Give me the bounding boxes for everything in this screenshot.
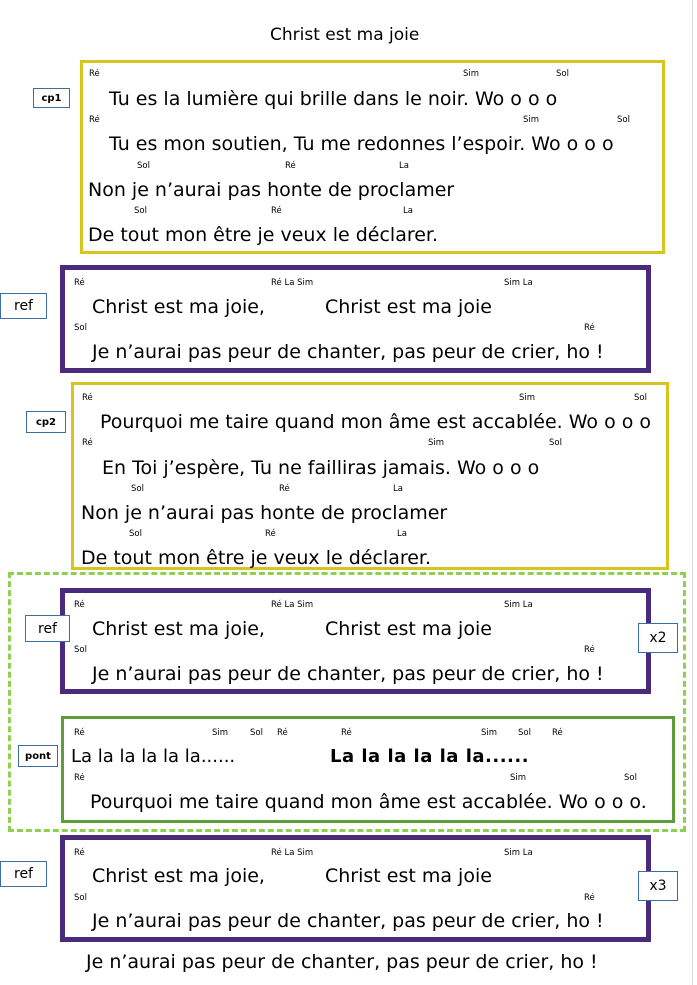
chord: Ré La Sim <box>271 848 314 858</box>
chord: Sol <box>129 529 142 539</box>
chord: Sol <box>74 645 87 655</box>
chord: Sol <box>549 438 562 448</box>
chord: Sol <box>134 206 147 216</box>
chord: Sol <box>74 893 87 903</box>
chord: Sim <box>463 69 480 79</box>
chord: Ré <box>74 848 85 858</box>
chord: Sim <box>523 115 540 125</box>
chord: Sol <box>137 161 150 171</box>
lyric-line: Christ est ma joie, <box>92 865 265 887</box>
chord: La <box>397 529 407 539</box>
chord: Ré <box>265 529 276 539</box>
label-pont: pont <box>18 745 58 767</box>
chord: Ré <box>277 728 288 738</box>
chord: Ré <box>74 773 85 783</box>
chord: Sol <box>250 728 263 738</box>
lyric-line: Non je n’aurai pas honte de proclamer <box>81 502 448 524</box>
lyric-line: Non je n’aurai pas honte de proclamer <box>88 179 455 201</box>
lyric-line: Je n’aurai pas peur de chanter, pas peur de crier, ho ! <box>92 341 604 363</box>
chord: La <box>403 206 413 216</box>
lyric-line: Christ est ma joie <box>325 618 492 640</box>
label-ref: ref <box>0 293 47 319</box>
chord: Ré <box>82 393 93 403</box>
label-x2: x2 <box>638 623 678 653</box>
chord: Sol <box>518 728 531 738</box>
chord: La <box>393 484 403 494</box>
lyric-line: La la la la la la...... <box>71 746 236 767</box>
lyric-line: Christ est ma joie, <box>92 618 265 640</box>
chord: Sim <box>428 438 445 448</box>
chord: Ré <box>552 728 563 738</box>
chord: Sim <box>510 773 527 783</box>
chord: Sol <box>74 323 87 333</box>
chord: Sol <box>624 773 637 783</box>
chord: Sim La <box>504 278 533 288</box>
chord: Ré <box>82 438 93 448</box>
lyric-line: Christ est ma joie <box>325 865 492 887</box>
lyric-line: Christ est ma joie, <box>92 296 265 318</box>
final-lyric-line: Je n’aurai pas peur de chanter, pas peur de crier, ho ! <box>86 951 598 973</box>
label-cp1: cp1 <box>33 88 70 108</box>
chord: Sim La <box>504 600 533 610</box>
chord: Ré <box>74 600 85 610</box>
lyric-line: De tout mon être je veux le déclarer. <box>88 224 439 246</box>
lyric-line: Christ est ma joie <box>325 296 492 318</box>
chord: La <box>399 161 409 171</box>
lyric-line: De tout mon être je veux le déclarer. <box>81 547 432 569</box>
label-ref: ref <box>25 615 70 642</box>
lyric-line: En Toi j’espère, Tu ne failliras jamais. Wo o o o <box>102 457 540 479</box>
chord: Ré <box>584 645 595 655</box>
chord: Ré La Sim <box>271 600 314 610</box>
label-x3: x3 <box>638 871 678 901</box>
lyric-line: Je n’aurai pas peur de chanter, pas peur de crier, ho ! <box>92 663 604 685</box>
chord: Sim <box>481 728 498 738</box>
chord: Ré <box>279 484 290 494</box>
chord: Ré <box>584 323 595 333</box>
song-title: Christ est ma joie <box>270 25 420 45</box>
lyric-line: Tu es mon soutien, Tu me redonnes l’espoir. Wo o o o <box>109 133 614 155</box>
lyric-line: Tu es la lumière qui brille dans le noir. Wo o o o <box>109 88 558 110</box>
chord: Sim La <box>504 848 533 858</box>
chord: Ré <box>341 728 352 738</box>
lyric-line: Je n’aurai pas peur de chanter, pas peur de crier, ho ! <box>92 910 604 932</box>
chord: Ré La Sim <box>271 278 314 288</box>
chord: Sol <box>617 115 630 125</box>
chord: Ré <box>271 206 282 216</box>
chord: Ré <box>584 893 595 903</box>
lyric-line: Pourquoi me taire quand mon âme est accablée. Wo o o o. <box>90 791 647 813</box>
label-ref: ref <box>0 861 47 887</box>
chord: Ré <box>285 161 296 171</box>
chord: Ré <box>74 278 85 288</box>
lyric-line: La la la la la la...... <box>330 746 530 767</box>
chord: Sol <box>634 393 647 403</box>
chord: Sim <box>212 728 229 738</box>
lyric-line: Pourquoi me taire quand mon âme est accablée. Wo o o o <box>100 411 652 433</box>
chord: Ré <box>89 115 100 125</box>
page-edge <box>692 0 693 985</box>
chord: Ré <box>89 69 100 79</box>
chord: Sol <box>556 69 569 79</box>
label-cp2: cp2 <box>26 411 66 433</box>
chord: Sol <box>131 484 144 494</box>
chord: Sim <box>519 393 536 403</box>
chord: Ré <box>74 728 85 738</box>
